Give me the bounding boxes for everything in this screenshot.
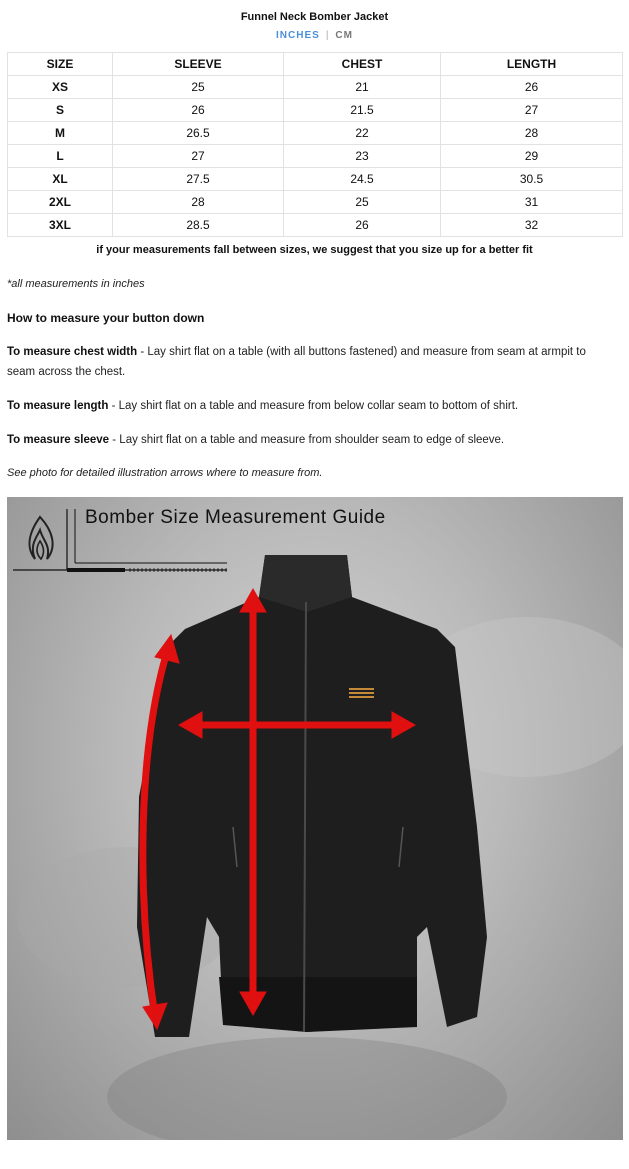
table-row	[8, 122, 623, 145]
table-row	[8, 191, 623, 214]
chest-instruction-label: To measure chest width	[7, 346, 138, 358]
sleeve-cell: 26	[113, 99, 284, 122]
length-cell: 32	[441, 214, 623, 237]
size-cell: S	[8, 99, 113, 122]
sleeve-cell: 27.5	[113, 168, 284, 191]
sleeve-cell: 28	[113, 191, 284, 214]
sleeve-cell: 27	[113, 145, 284, 168]
size-cell: 3XL	[8, 214, 113, 237]
chest-cell: 21	[284, 76, 441, 99]
unit-separator: |	[325, 30, 330, 41]
sleeve-instruction-text: - Lay shirt flat on a table and measure from shoulder seam to edge of sleeve.	[109, 434, 505, 446]
measurement-guide-image	[7, 497, 623, 1140]
chest-cell: 24.5	[284, 168, 441, 191]
length-instruction	[7, 396, 617, 416]
howto-heading: How to measure your button down	[7, 311, 205, 325]
sleeve-instruction-label: To measure sleeve	[7, 434, 110, 446]
table-row	[8, 99, 623, 122]
table-header-row	[8, 53, 623, 76]
guide-title: Bomber Size Measurement Guide	[85, 507, 386, 528]
chest-cell: 25	[284, 191, 441, 214]
chest-instruction-text: - Lay shirt flat on a table (with all buttons fastened) and measure from seam at armpit to seam across the chest.	[7, 346, 586, 378]
chest-cell: 22	[284, 122, 441, 145]
col-header-sleeve: SLEEVE	[113, 53, 284, 76]
length-cell: 31	[441, 191, 623, 214]
size-cell: 2XL	[8, 191, 113, 214]
length-cell: 27	[441, 99, 623, 122]
table-row	[8, 76, 623, 99]
page-title: Funnel Neck Bomber Jacket	[240, 11, 389, 23]
length-cell: 30.5	[441, 168, 623, 191]
length-instruction-label: To measure length	[7, 400, 109, 412]
table-row	[8, 168, 623, 191]
length-cell: 28	[441, 122, 623, 145]
col-header-chest: CHEST	[284, 53, 441, 76]
jacket-illustration	[137, 555, 487, 1037]
length-cell: 26	[441, 76, 623, 99]
chest-cell: 23	[284, 145, 441, 168]
size-chart-table	[7, 52, 623, 237]
size-cell: M	[8, 122, 113, 145]
table-row	[8, 145, 623, 168]
measurement-note: *all measurements in inches	[7, 278, 145, 290]
unit-toggle	[0, 29, 629, 43]
sleeve-cell: 28.5	[113, 214, 284, 237]
fit-note: if your measurements fall between sizes, we suggest that you size up for a better fit	[96, 244, 533, 256]
chest-cell: 26	[284, 214, 441, 237]
size-cell: XL	[8, 168, 113, 191]
col-header-size: SIZE	[8, 53, 113, 76]
size-cell: XS	[8, 76, 113, 99]
chest-instruction	[7, 342, 617, 382]
unit-inches-button[interactable]: INCHES	[276, 30, 320, 41]
flame-logo-icon	[30, 517, 53, 559]
col-header-length: LENGTH	[441, 53, 623, 76]
table-row	[8, 214, 623, 237]
sleeve-cell: 26.5	[113, 122, 284, 145]
photo-note: See photo for detailed illustration arrows where to measure from.	[7, 467, 323, 479]
sleeve-instruction	[7, 430, 617, 450]
chest-cell: 21.5	[284, 99, 441, 122]
unit-cm-button[interactable]: CM	[335, 30, 353, 41]
sleeve-cell: 25	[113, 76, 284, 99]
length-instruction-text: - Lay shirt flat on a table and measure from below collar seam to bottom of shirt.	[108, 400, 519, 412]
guide-illustration	[7, 497, 623, 1140]
length-cell: 29	[441, 145, 623, 168]
size-cell: L	[8, 145, 113, 168]
